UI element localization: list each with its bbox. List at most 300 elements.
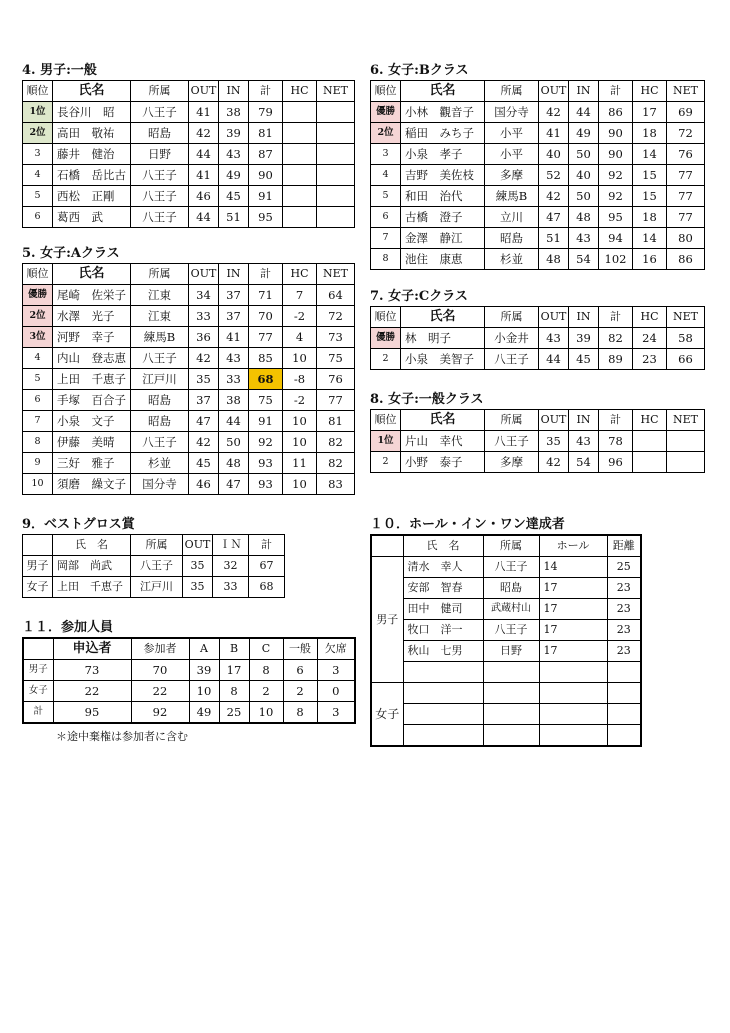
total-cell: 70: [249, 306, 283, 327]
a-cell: 10: [189, 681, 219, 702]
in-cell: 44: [219, 411, 249, 432]
col-name: 氏名: [401, 410, 485, 431]
club-cell: 八王子: [483, 620, 539, 641]
general-cell: 8: [283, 702, 317, 724]
section-participants: [22, 619, 356, 744]
table-row: [371, 249, 705, 270]
name-cell: 小泉 美智子: [401, 349, 485, 370]
in-cell: 49: [219, 165, 249, 186]
out-cell: 47: [189, 411, 219, 432]
results-table: [22, 80, 355, 228]
b-cell: 17: [219, 660, 249, 681]
rank-cell: 6: [23, 390, 53, 411]
results-table: [370, 409, 705, 473]
table-row: [371, 662, 641, 683]
col-hc: HC: [283, 81, 317, 102]
col-total: 計: [599, 81, 633, 102]
col-club: 所属: [483, 535, 539, 557]
name-cell: 上田 千恵子: [53, 369, 131, 390]
club-cell: 日野: [483, 641, 539, 662]
in-cell: 47: [219, 474, 249, 495]
section-men-general: [22, 62, 355, 228]
name-cell: 牧口 洋一: [403, 620, 483, 641]
total-cell: 86: [599, 102, 633, 123]
col-category: [371, 535, 403, 557]
club-cell: 八王子: [483, 557, 539, 578]
col-a: A: [189, 638, 219, 660]
rank-cell: 優勝: [371, 328, 401, 349]
net-cell: 77: [667, 186, 705, 207]
rank-cell: 7: [371, 228, 401, 249]
total-cell-highlighted: 68: [249, 369, 283, 390]
col-club: 所属: [131, 264, 189, 285]
empty-cell: [607, 683, 641, 704]
absent-cell: 3: [317, 660, 355, 681]
col-out: OUT: [539, 307, 569, 328]
name-cell: 藤井 健治: [53, 144, 131, 165]
section-title: 5. 女子:Aクラス: [22, 246, 120, 261]
table-row: [371, 186, 705, 207]
col-hole: ホール: [539, 535, 607, 557]
participants-cell: 92: [131, 702, 189, 724]
col-hc: HC: [283, 264, 317, 285]
out-cell: 35: [539, 431, 569, 452]
col-hc: HC: [633, 410, 667, 431]
name-cell: 長谷川 昭: [53, 102, 131, 123]
hc-cell: 23: [633, 349, 667, 370]
total-cell: 96: [599, 452, 633, 473]
club-cell: 昭島: [131, 123, 189, 144]
distance-cell: 25: [607, 557, 641, 578]
rank-cell: 2位: [23, 306, 53, 327]
net-cell: 81: [317, 411, 355, 432]
total-cell: 82: [599, 328, 633, 349]
out-cell: 42: [189, 348, 219, 369]
net-cell: 69: [667, 102, 705, 123]
participants-cell: 70: [131, 660, 189, 681]
total-cell: 67: [249, 556, 285, 577]
rank-cell: 1位: [23, 102, 53, 123]
name-cell: 秋山 七男: [403, 641, 483, 662]
total-cell: 93: [249, 474, 283, 495]
in-cell: 43: [569, 431, 599, 452]
col-out: OUT: [183, 535, 213, 556]
in-cell: 43: [569, 228, 599, 249]
out-cell: 41: [539, 123, 569, 144]
net-cell: [667, 452, 705, 473]
in-cell: 38: [219, 102, 249, 123]
col-total: 計: [249, 264, 283, 285]
hc-cell: 10: [283, 411, 317, 432]
club-cell: 八王子: [131, 186, 189, 207]
out-cell: 34: [189, 285, 219, 306]
table-row: [23, 474, 355, 495]
club-cell: 昭島: [485, 228, 539, 249]
out-cell: 35: [189, 369, 219, 390]
table-row: [23, 285, 355, 306]
in-cell: 43: [219, 348, 249, 369]
col-club: 所属: [485, 307, 539, 328]
distance-cell: 23: [607, 599, 641, 620]
in-cell: 32: [213, 556, 249, 577]
col-club: 所属: [131, 81, 189, 102]
name-cell: 石橋 岳比古: [53, 165, 131, 186]
col-name: 氏 名: [403, 535, 483, 557]
name-cell: 小泉 孝子: [401, 144, 485, 165]
name-cell: 古橋 澄子: [401, 207, 485, 228]
name-cell: 清水 幸人: [403, 557, 483, 578]
table-row: [23, 144, 355, 165]
empty-cell: [607, 725, 641, 747]
best-gross-table: [22, 534, 285, 598]
club-cell: 八王子: [485, 431, 539, 452]
total-cell: 77: [249, 327, 283, 348]
hc-cell: 17: [633, 102, 667, 123]
out-cell: 47: [539, 207, 569, 228]
results-table: [22, 263, 355, 495]
col-rank: 順位: [371, 81, 401, 102]
name-cell: 片山 幸代: [401, 431, 485, 452]
category-cell: 計: [23, 702, 53, 724]
empty-cell: [403, 725, 483, 747]
out-cell: 43: [539, 328, 569, 349]
hc-cell: 11: [283, 453, 317, 474]
in-cell: 39: [219, 123, 249, 144]
col-net: NET: [317, 264, 355, 285]
hc-cell: 15: [633, 165, 667, 186]
total-cell: 91: [249, 411, 283, 432]
empty-cell: [607, 662, 641, 683]
club-cell: 江東: [131, 306, 189, 327]
club-cell: 小金井: [485, 328, 539, 349]
club-cell: 小平: [485, 123, 539, 144]
club-cell: 昭島: [131, 411, 189, 432]
col-category: [23, 638, 53, 660]
general-cell: 6: [283, 660, 317, 681]
total-cell: 90: [249, 165, 283, 186]
table-row: [23, 432, 355, 453]
col-total: 計: [249, 81, 283, 102]
net-cell: 82: [317, 453, 355, 474]
out-cell: 41: [189, 102, 219, 123]
out-cell: 42: [189, 123, 219, 144]
club-cell: 国分寺: [131, 474, 189, 495]
category-cell: 男子: [23, 660, 53, 681]
name-cell: 西松 正剛: [53, 186, 131, 207]
name-cell: 高田 敬祐: [53, 123, 131, 144]
empty-cell: [403, 662, 483, 683]
net-cell: 77: [667, 207, 705, 228]
in-cell: 39: [569, 328, 599, 349]
out-cell: 48: [539, 249, 569, 270]
col-name: 氏名: [401, 81, 485, 102]
net-cell: 72: [317, 306, 355, 327]
table-row: [371, 165, 705, 186]
table-row: [23, 411, 355, 432]
club-cell: 八王子: [485, 349, 539, 370]
participants-table: [22, 637, 356, 724]
table-row: [23, 369, 355, 390]
rank-cell: 8: [371, 249, 401, 270]
net-cell: 82: [317, 432, 355, 453]
in-cell: 48: [569, 207, 599, 228]
rank-cell: 4: [23, 348, 53, 369]
net-cell: 77: [667, 165, 705, 186]
total-cell: 92: [249, 432, 283, 453]
col-out: OUT: [539, 81, 569, 102]
hc-cell: [283, 207, 317, 228]
col-in: ＩＮ: [213, 535, 249, 556]
net-cell: 83: [317, 474, 355, 495]
out-cell: 41: [189, 165, 219, 186]
out-cell: 46: [189, 186, 219, 207]
section-women-a: [22, 245, 355, 495]
table-row: [23, 702, 355, 724]
hc-cell: [283, 165, 317, 186]
total-cell: 92: [599, 186, 633, 207]
applicants-cell: 95: [53, 702, 131, 724]
total-cell: 81: [249, 123, 283, 144]
table-row: [23, 207, 355, 228]
empty-cell: [539, 704, 607, 725]
c-cell: 8: [249, 660, 283, 681]
hc-cell: [633, 431, 667, 452]
name-cell: 林 明子: [401, 328, 485, 349]
col-applicants: 申込者: [53, 638, 131, 660]
name-cell: 河野 幸子: [53, 327, 131, 348]
a-cell: 49: [189, 702, 219, 724]
section-title: １１．参加人員: [22, 620, 114, 635]
hole-cell: 17: [539, 578, 607, 599]
table-row: [371, 102, 705, 123]
total-cell: 90: [599, 123, 633, 144]
out-cell: 42: [539, 102, 569, 123]
table-row: [23, 681, 355, 702]
hc-cell: [633, 452, 667, 473]
hc-cell: 10: [283, 348, 317, 369]
table-row: [371, 144, 705, 165]
section-hole-in-one: [370, 516, 642, 747]
table-row: [371, 620, 641, 641]
rank-cell: 1位: [371, 431, 401, 452]
name-cell: 三好 雅子: [53, 453, 131, 474]
name-cell: 内山 登志恵: [53, 348, 131, 369]
table-row: [371, 683, 641, 704]
col-category: [23, 535, 53, 556]
in-cell: 41: [219, 327, 249, 348]
in-cell: 50: [219, 432, 249, 453]
distance-cell: 23: [607, 641, 641, 662]
out-cell: 35: [183, 577, 213, 598]
table-row: [371, 641, 641, 662]
out-cell: 40: [539, 144, 569, 165]
table-row: [23, 453, 355, 474]
club-cell: 小平: [485, 144, 539, 165]
section-title: １０．ホール・イン・ワン達成者: [370, 517, 565, 532]
table-row: [371, 557, 641, 578]
name-cell: 吉野 美佐枝: [401, 165, 485, 186]
hc-cell: 14: [633, 144, 667, 165]
name-cell: 小泉 文子: [53, 411, 131, 432]
hc-cell: 16: [633, 249, 667, 270]
club-cell: 練馬B: [485, 186, 539, 207]
empty-cell: [607, 704, 641, 725]
name-cell: 田中 健司: [403, 599, 483, 620]
hc-cell: [283, 102, 317, 123]
net-cell: 75: [317, 348, 355, 369]
club-cell: 江戸川: [131, 577, 183, 598]
club-cell: 八王子: [131, 165, 189, 186]
col-name: 氏名: [401, 307, 485, 328]
hole-in-one-table: [370, 534, 642, 747]
rank-cell: 10: [23, 474, 53, 495]
rank-cell: 9: [23, 453, 53, 474]
col-in: IN: [569, 81, 599, 102]
general-cell: 2: [283, 681, 317, 702]
table-row: [371, 725, 641, 747]
in-cell: 37: [219, 285, 249, 306]
col-in: IN: [219, 81, 249, 102]
out-cell: 37: [189, 390, 219, 411]
net-cell: 86: [667, 249, 705, 270]
section-title: 9．ベストグロス賞: [22, 517, 135, 532]
empty-cell: [403, 683, 483, 704]
table-row: [371, 431, 705, 452]
table-row: [23, 577, 285, 598]
hc-cell: 18: [633, 207, 667, 228]
hc-cell: 10: [283, 432, 317, 453]
club-cell: 江東: [131, 285, 189, 306]
total-cell: 79: [249, 102, 283, 123]
col-club: 所属: [485, 410, 539, 431]
rank-cell: 4: [23, 165, 53, 186]
col-out: OUT: [189, 81, 219, 102]
rank-cell: 5: [23, 186, 53, 207]
hc-cell: 4: [283, 327, 317, 348]
rank-cell: 3: [371, 144, 401, 165]
table-row: [371, 228, 705, 249]
col-club: 所属: [485, 81, 539, 102]
net-cell: 64: [317, 285, 355, 306]
rank-cell: 3位: [23, 327, 53, 348]
net-cell: 73: [317, 327, 355, 348]
empty-cell: [403, 704, 483, 725]
hole-cell: 17: [539, 599, 607, 620]
rank-cell: 8: [23, 432, 53, 453]
section-title: 7. 女子:Cクラス: [370, 289, 468, 304]
results-table: [370, 80, 705, 270]
in-cell: 40: [569, 165, 599, 186]
col-in: IN: [219, 264, 249, 285]
empty-cell: [483, 662, 539, 683]
hole-cell: 17: [539, 641, 607, 662]
col-net: NET: [667, 81, 705, 102]
out-cell: 46: [189, 474, 219, 495]
net-cell: [317, 123, 355, 144]
hc-cell: 14: [633, 228, 667, 249]
col-net: NET: [667, 307, 705, 328]
name-cell: 尾崎 佐栄子: [53, 285, 131, 306]
net-cell: 76: [667, 144, 705, 165]
table-row: [371, 578, 641, 599]
net-cell: [667, 431, 705, 452]
empty-cell: [539, 662, 607, 683]
empty-cell: [539, 683, 607, 704]
col-in: IN: [569, 307, 599, 328]
col-distance: 距離: [607, 535, 641, 557]
total-cell: 95: [599, 207, 633, 228]
col-name: 氏 名: [53, 535, 131, 556]
total-cell: 102: [599, 249, 633, 270]
col-total: 計: [599, 307, 633, 328]
total-cell: 75: [249, 390, 283, 411]
net-cell: 80: [667, 228, 705, 249]
name-cell: 稲田 みち子: [401, 123, 485, 144]
net-cell: [317, 165, 355, 186]
name-cell: 須磨 繰文子: [53, 474, 131, 495]
out-cell: 52: [539, 165, 569, 186]
in-cell: 37: [219, 306, 249, 327]
out-cell: 44: [539, 349, 569, 370]
out-cell: 42: [539, 452, 569, 473]
in-cell: 54: [569, 452, 599, 473]
net-cell: [317, 102, 355, 123]
men-label: 男子: [371, 557, 403, 683]
in-cell: 44: [569, 102, 599, 123]
club-cell: 昭島: [483, 578, 539, 599]
total-cell: 71: [249, 285, 283, 306]
col-hc: HC: [633, 81, 667, 102]
rank-cell: 2: [371, 452, 401, 473]
net-cell: [317, 144, 355, 165]
club-cell: 杉並: [485, 249, 539, 270]
club-cell: 八王子: [131, 207, 189, 228]
hc-cell: 24: [633, 328, 667, 349]
col-rank: 順位: [23, 264, 53, 285]
total-cell: 95: [249, 207, 283, 228]
total-cell: 94: [599, 228, 633, 249]
a-cell: 39: [189, 660, 219, 681]
out-cell: 45: [189, 453, 219, 474]
club-cell: 国分寺: [485, 102, 539, 123]
table-row: [23, 660, 355, 681]
total-cell: 93: [249, 453, 283, 474]
table-row: [371, 123, 705, 144]
section-title: 8. 女子:一般クラス: [370, 392, 484, 407]
table-row: [371, 452, 705, 473]
participants-cell: 22: [131, 681, 189, 702]
total-cell: 68: [249, 577, 285, 598]
out-cell: 42: [539, 186, 569, 207]
name-cell: 上田 千恵子: [53, 577, 131, 598]
results-table: [370, 306, 705, 370]
in-cell: 48: [219, 453, 249, 474]
col-participants: 参加者: [131, 638, 189, 660]
total-cell: 89: [599, 349, 633, 370]
club-cell: 立川: [485, 207, 539, 228]
in-cell: 45: [569, 349, 599, 370]
rank-cell: 5: [23, 369, 53, 390]
hc-cell: [283, 144, 317, 165]
rank-cell: 優勝: [23, 285, 53, 306]
col-out: OUT: [539, 410, 569, 431]
out-cell: 44: [189, 207, 219, 228]
category-cell: 女子: [23, 577, 53, 598]
table-row: [23, 165, 355, 186]
hc-cell: 7: [283, 285, 317, 306]
club-cell: 江戸川: [131, 369, 189, 390]
category-cell: 男子: [23, 556, 53, 577]
